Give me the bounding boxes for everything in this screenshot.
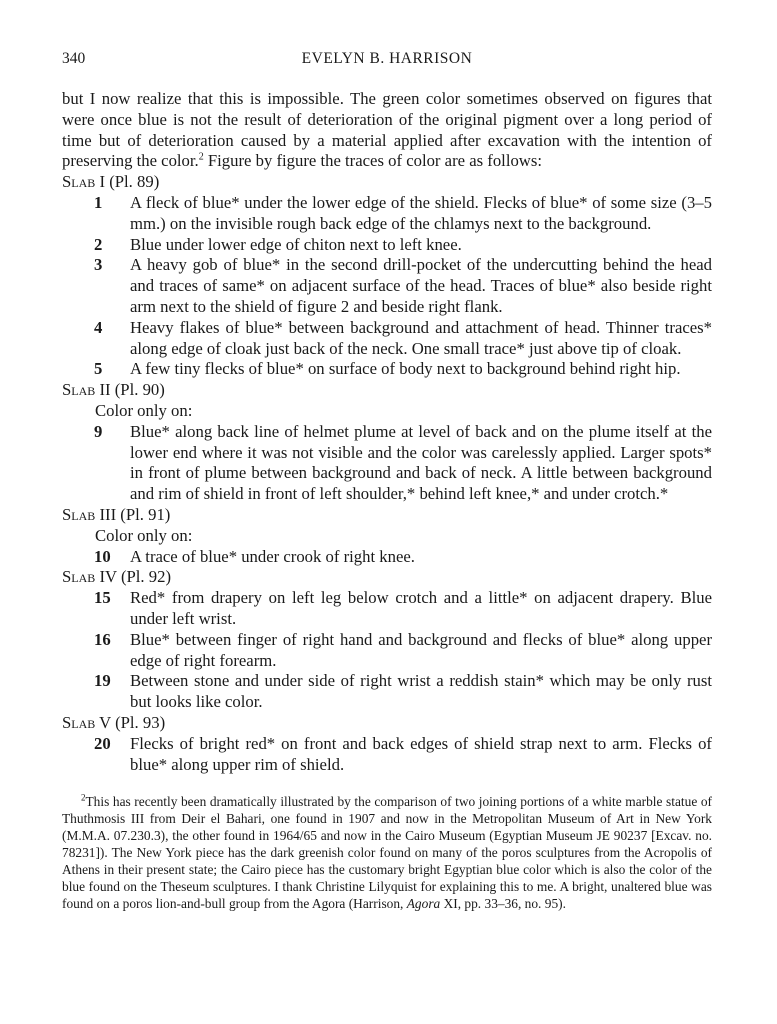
slab-numeral: V (99, 712, 111, 732)
slab-plate: (Pl. 89) (109, 172, 160, 192)
figure-description: A trace of blue* under crook of right knee. (130, 546, 415, 566)
slab-label: Slab (62, 567, 96, 587)
footnote-ref: 2 (198, 151, 204, 163)
figure-number: 2 (94, 234, 103, 254)
figure-number: 3 (94, 255, 103, 275)
slab-heading (62, 380, 712, 401)
footnote (62, 793, 712, 912)
slab-numeral: I (99, 172, 106, 192)
slab-heading (62, 713, 712, 734)
figure-description: Red* from drapery on left leg below crotch and a little* on adjacent drapery. Blue under left wrist. (130, 588, 712, 628)
slab-note: Color only on: (95, 400, 193, 420)
figure-number: 9 (94, 421, 103, 441)
slab-list (62, 172, 712, 775)
figure-entry (62, 318, 712, 360)
intro-text: but I now realize that this is impossible. The green color sometimes observed on figures that were once blue is not the result of deterioration of the original pigment over a long period of time but of deterioration caused by a material applied after excavation with the intention of preserving the color. (62, 89, 712, 171)
figure-entry (62, 734, 712, 776)
slab-heading (62, 505, 712, 526)
page (62, 50, 712, 912)
slab-heading (62, 172, 712, 193)
footnote-text-2: XI, pp. 33–36, no. 95). (440, 896, 566, 912)
figure-number: 16 (94, 629, 111, 649)
slab-plate: (Pl. 92) (120, 567, 171, 587)
slab-label: Slab (62, 172, 96, 192)
page-number: 340 (62, 50, 86, 67)
figure-entry (62, 422, 712, 505)
figure-description: Flecks of bright red* on front and back edges of shield strap next to arm. Flecks of blue* along upper rim of shield. (130, 733, 712, 774)
figure-entry (62, 193, 712, 235)
figure-number: 5 (94, 359, 103, 379)
slab-numeral: II (99, 380, 111, 400)
intro-paragraph (62, 89, 712, 172)
running-header (62, 50, 712, 74)
figure-description: Blue* along back line of helmet plume at level of back and on the plume itself at the lower end where it was not visible and the color was carelessly applied. Larger spots* in front of plume between background and back of neck. A little between background and rim of shield in front of left shoulder,* behind left knee,* and under crotch.* (130, 421, 712, 504)
figure-number: 15 (94, 588, 111, 608)
slab-note: Color only on: (95, 525, 193, 545)
figure-number: 1 (94, 192, 103, 212)
figure-number: 20 (94, 733, 111, 753)
slab-label: Slab (62, 712, 96, 732)
slab-label: Slab (62, 380, 96, 400)
figure-number: 4 (94, 317, 103, 337)
figure-description: Heavy flakes of blue* between background and attachment of head. Thinner traces* along edge of cloak just back of the neck. One small trace* just above tip of cloak. (130, 317, 712, 358)
figure-entry (62, 359, 712, 380)
footnote-marker: 2 (81, 792, 86, 803)
slab-plate: (Pl. 93) (115, 712, 166, 732)
figure-number: 19 (94, 671, 111, 691)
body-text (62, 89, 712, 775)
figure-entry (62, 235, 712, 256)
intro-text-after: Figure by figure the traces of color are as follows: (203, 151, 542, 171)
slab-plate: (Pl. 90) (114, 380, 165, 400)
figure-entry (62, 588, 712, 630)
footnote-text-1: This has recently been dramatically illustrated by the comparison of two joining portions of a white marble statue of Thuthmosis III from Deir el Bahari, one found in 1907 and now in the Metropolitan Museum of Art in New York (M.M.A. 07.230.3), the other found in 1964/65 and now in the Cairo Museum (Egyptian Museum JE 90237 [Excav. no. 78231]). The New York piece has the dark greenish color found on many of the poros sculptures from the Acropolis of Athens in their present state; the Cairo piece has the customary bright Egyptian blue color which is also the color of the blue found on the Theseum sculptures. I thank Christine Lilyquist for explaining this to me. A bright, unaltered blue was found on a poros lion-and-bull group from the Agora (Harrison, (62, 794, 712, 912)
figure-entry (62, 630, 712, 672)
figure-description: Blue* between finger of right hand and background and flecks of blue* along upper edge of right forearm. (130, 629, 712, 670)
slab-numeral: III (99, 504, 117, 524)
slab-heading (62, 567, 712, 588)
figure-description: A heavy gob of blue* in the second drill-pocket of the undercutting behind the head and traces of same* on adjacent surface of the head. Traces of blue* also beside right arm next to the shield of figure 2 and beside right flank. (130, 255, 712, 316)
figure-entry (62, 255, 712, 317)
slab-numeral: IV (99, 567, 117, 587)
figure-description: Blue under lower edge of chiton next to left knee. (130, 234, 462, 254)
figure-entry (62, 547, 712, 568)
figure-number: 10 (94, 546, 111, 566)
figure-entry (62, 671, 712, 713)
figure-description: Between stone and under side of right wrist a reddish stain* which may be only rust but looks like color. (130, 671, 712, 712)
footnote-italic: Agora (406, 896, 441, 912)
figure-description: A fleck of blue* under the lower edge of the shield. Flecks of blue* of some size (3–5 mm.) on the invisible rough back edge of the chlamys next to the background. (130, 192, 712, 233)
slab-label: Slab (62, 504, 96, 524)
running-head-author: EVELYN B. HARRISON (301, 50, 473, 67)
slab-plate: (Pl. 91) (120, 504, 171, 524)
figure-description: A few tiny flecks of blue* on surface of body next to background behind right hip. (130, 359, 681, 379)
